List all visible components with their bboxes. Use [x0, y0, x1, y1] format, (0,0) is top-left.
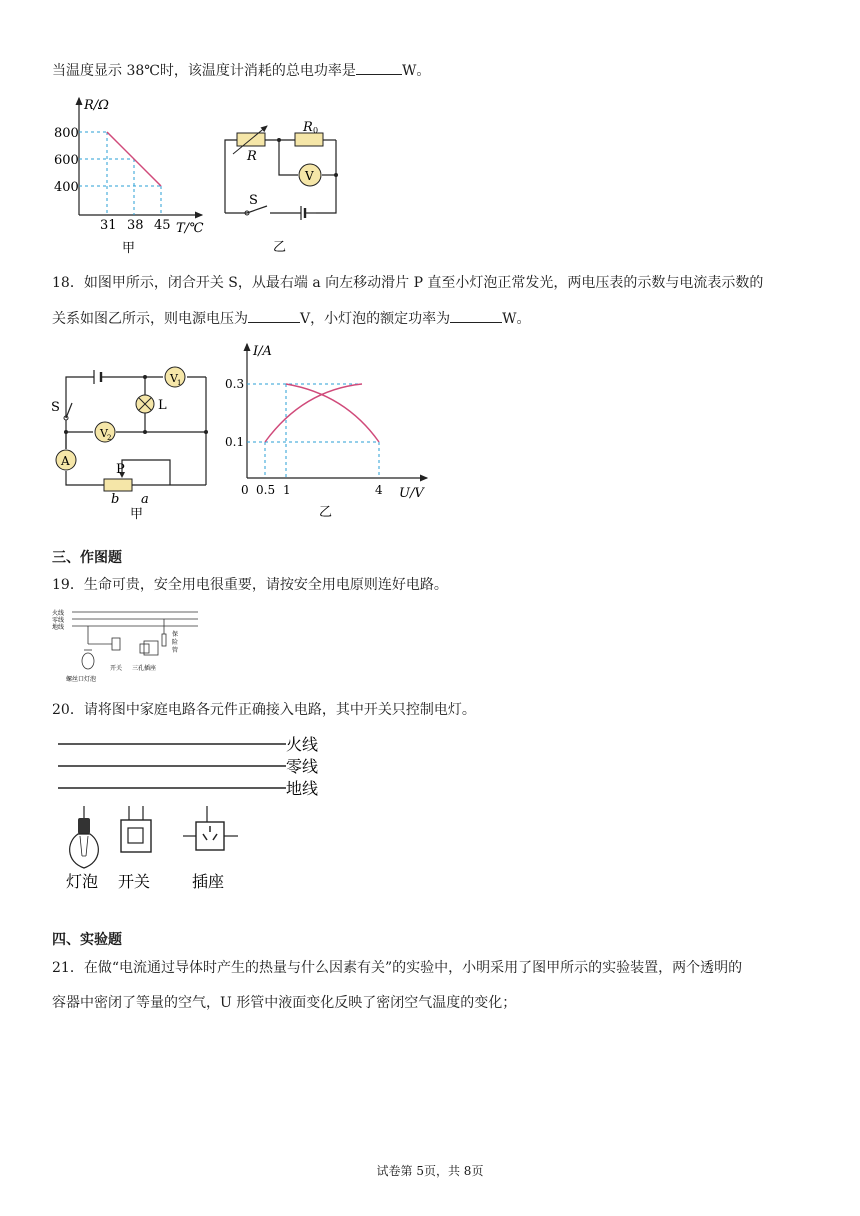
- neutral-wire-label: 零线: [286, 757, 319, 776]
- q20-text: 请将图中家庭电路各元件正确接入电路，其中开关只控制电灯。: [83, 702, 476, 718]
- question-number: 21．: [52, 960, 84, 976]
- y-axis-label: I/A: [253, 344, 272, 359]
- x-tick: 1: [283, 483, 291, 497]
- q20-circuit-figure: [52, 730, 332, 900]
- live-wire-label: 火线: [286, 735, 319, 754]
- socket-icon: [183, 806, 238, 850]
- x-axis-label: T/℃: [176, 221, 204, 236]
- answer-blank[interactable]: [450, 308, 502, 323]
- q17-tail-after: W。: [401, 63, 431, 79]
- answer-blank[interactable]: [356, 60, 402, 75]
- y-tick: 400: [54, 180, 79, 195]
- live-wire-label: 火线: [52, 610, 65, 617]
- slider-label: P: [116, 462, 125, 477]
- q17-tail-line: [52, 60, 430, 81]
- answer-blank[interactable]: [248, 308, 300, 323]
- x-tick: 4: [375, 483, 383, 497]
- V2-subscript: 2: [107, 434, 112, 442]
- R-label: R: [247, 149, 257, 164]
- q21-line2: [52, 993, 516, 1013]
- switch-label: S: [51, 400, 60, 415]
- V1-subscript: 1: [177, 379, 182, 387]
- q19-line: [52, 575, 448, 595]
- fuse-label: 管: [172, 647, 179, 654]
- falling-curve: [286, 384, 379, 442]
- q18-text: W。: [502, 311, 531, 327]
- q17-circuit: [215, 118, 350, 258]
- socket-label: 三孔插座: [132, 665, 157, 672]
- q18-IU-graph: [225, 338, 435, 523]
- ammeter-label: A: [61, 454, 70, 468]
- x-tick: 31: [100, 218, 117, 233]
- x-tick: 0: [241, 483, 249, 497]
- q21-text: 容器中密闭了等量的空气，U 形管中液面变化反映了密闭空气温度的变化；: [52, 995, 517, 1011]
- q18-text: V，小灯泡的额定功率为: [300, 311, 451, 327]
- figure-caption: 甲: [122, 241, 136, 256]
- R0-subscript: 0: [313, 126, 319, 135]
- switch-label: S: [249, 193, 258, 208]
- q21-text: 在做“电流通过导体时产生的热量与什么因素有关”的实验中，小明采用了图甲所示的实验装置，两个透明的: [83, 960, 743, 976]
- question-number: 19．: [52, 577, 84, 593]
- figure-caption: 甲: [130, 507, 144, 522]
- page-footer: 试卷第 5页，共 8页: [376, 1164, 484, 1178]
- V1-label: V: [170, 372, 178, 385]
- x-axis-label: U/V: [399, 486, 424, 501]
- x-tick: 45: [154, 218, 171, 233]
- q19-circuit-figure: [52, 604, 202, 686]
- fuse-label: 险: [172, 639, 179, 646]
- x-tick: 0.5: [256, 483, 276, 497]
- end-a-label: a: [141, 492, 149, 507]
- socket-label: 插座: [192, 872, 225, 891]
- q20-line: [52, 700, 476, 720]
- neutral-wire-label: 零线: [52, 617, 65, 624]
- x-tick: 38: [127, 218, 144, 233]
- question-number: 18．: [52, 275, 84, 291]
- bulb-label: 螺丝口灯泡: [66, 676, 97, 683]
- y-tick: 800: [54, 126, 79, 141]
- bulb-icon: [70, 806, 99, 868]
- bulb-icon: [82, 653, 94, 669]
- q21-line1: [52, 958, 742, 978]
- switch-icon: [121, 806, 151, 852]
- fuse-label: 保: [172, 631, 179, 638]
- q18-text: 如图甲所示，闭合开关 S，从最右端 a 向左移动滑片 P 直至小灯泡正常发光，两电压表的示数与电流表示数的: [83, 275, 764, 291]
- y-tick: 0.1: [225, 435, 245, 449]
- q18-text: 关系如图乙所示，则电源电压为: [52, 311, 248, 327]
- figure-caption: 乙: [273, 240, 287, 255]
- voltmeter-label: V: [305, 169, 314, 183]
- q18-line1: [52, 273, 763, 293]
- q18-line2: [52, 308, 531, 329]
- y-tick: 600: [54, 153, 79, 168]
- V2-label: V: [100, 427, 108, 440]
- y-tick: 0.3: [225, 377, 245, 391]
- question-number: 20．: [52, 702, 84, 718]
- q19-text: 生命可贵，安全用电很重要，请按安全用电原则连好电路。: [83, 577, 448, 593]
- lamp-label: L: [158, 398, 167, 413]
- end-b-label: b: [111, 492, 120, 507]
- switch-label: 开关: [110, 665, 123, 672]
- figure-caption: 乙: [319, 505, 333, 520]
- bulb-label: 灯泡: [66, 872, 99, 891]
- rheostat: [104, 479, 132, 491]
- ground-wire-label: 地线: [286, 779, 319, 798]
- section-heading: 三、作图题: [52, 550, 122, 566]
- q17-resistance-graph: [50, 92, 210, 257]
- y-axis-label: R/Ω: [84, 98, 109, 113]
- rising-curve: [265, 384, 362, 442]
- ground-wire-label: 地线: [52, 624, 65, 631]
- switch-label: 开关: [118, 872, 151, 891]
- section-heading: 四、实验题: [52, 932, 122, 948]
- q17-tail-before: 当温度显示 38℃时，该温度计消耗的总电功率是: [52, 63, 356, 79]
- q18-circuit: [48, 358, 223, 526]
- R0-label: R: [303, 120, 313, 135]
